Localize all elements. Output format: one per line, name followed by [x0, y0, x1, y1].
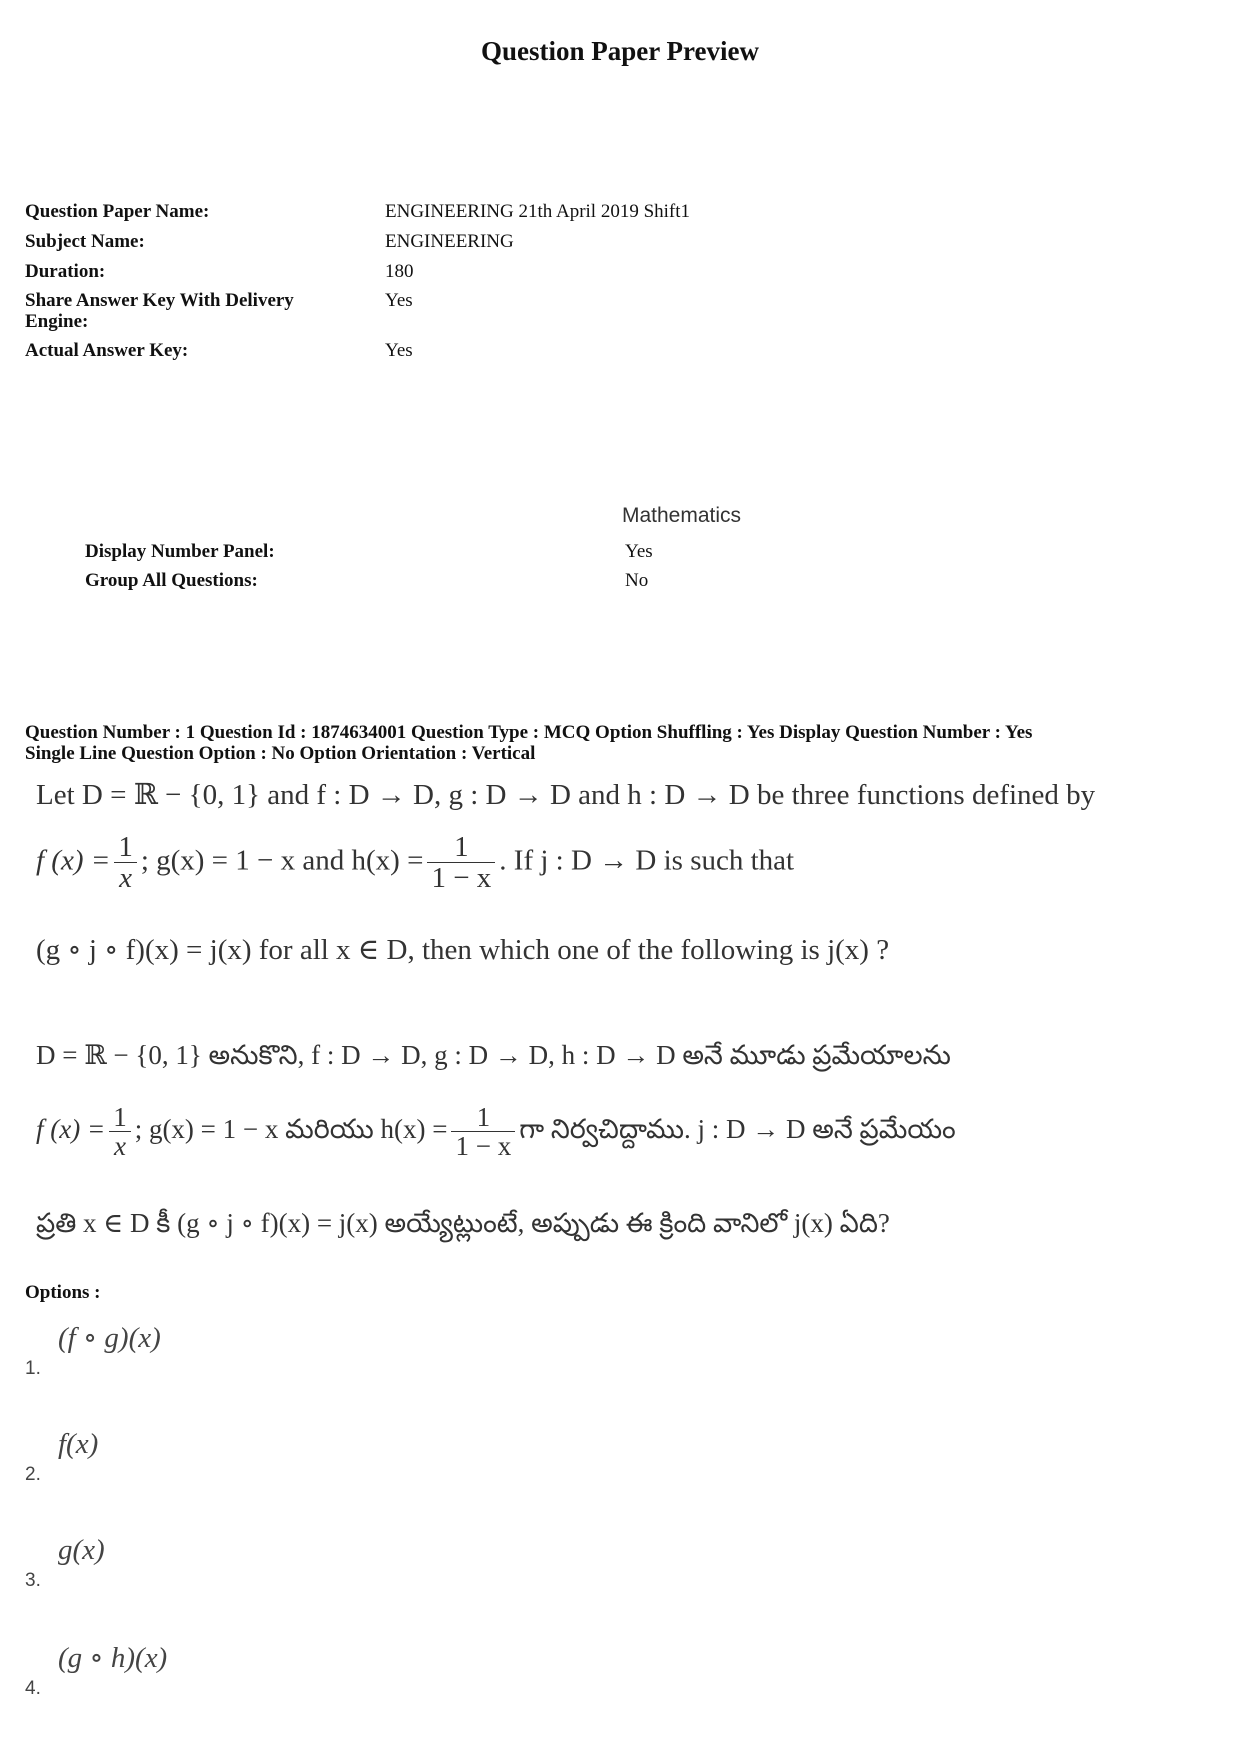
meta-value: ENGINEERING	[385, 231, 514, 252]
fraction-f	[109, 1103, 131, 1161]
fraction-f	[114, 832, 137, 894]
frac-den: x	[113, 1131, 126, 1162]
meta-label: Subject Name:	[25, 231, 145, 252]
question-te-line1: D = ℝ − {0, 1} అనుకొని, f : D → D, g : D → D, h : D → D అనే మూడు ప్రమేయాలను	[36, 1040, 951, 1070]
meta-label: Duration:	[25, 261, 106, 282]
meta-value: Yes	[385, 340, 413, 361]
question-header	[25, 722, 1225, 764]
meta-label: Share Answer Key With Delivery Engine:	[25, 290, 294, 332]
frac-num: 1	[451, 1103, 515, 1132]
options-label: Options :	[25, 1282, 101, 1303]
section-name: Mathematics	[622, 504, 742, 527]
q-te-j-def: గా నిర్వచిద్దాము. j : D → D అనే ప్రమేయం	[519, 1114, 956, 1145]
q-te-g-h-def: ; g(x) = 1 − x మరియు h(x) =	[134, 1114, 448, 1145]
q-en-g-h-def: ; g(x) = 1 − x and h(x) =	[140, 844, 424, 877]
option-1-expr[interactable]: (f ∘ g)(x)	[58, 1322, 161, 1354]
frac-num: 1	[114, 832, 137, 863]
question-header-line1: Question Number : 1 Question Id : 1874634001 Question Type : MCQ Option Shuffling : Yes Display Question Number : Yes	[25, 722, 1033, 743]
frac-num: 1	[109, 1103, 131, 1132]
meta-label: Actual Answer Key:	[25, 340, 189, 361]
question-en-line3: (g ∘ j ∘ f)(x) = j(x) for all x ∈ D, then which one of the following is j(x) ?	[36, 934, 890, 966]
meta-label: Question Paper Name:	[25, 201, 210, 222]
question-header-line2: Single Line Question Option : No Option Orientation : Vertical	[25, 743, 536, 764]
question-en-line2	[36, 832, 1216, 894]
meta-value: ENGINEERING 21th April 2019 Shift1	[385, 201, 691, 222]
question-te-line3: ప్రతి x ∈ D కీ (g ∘ j ∘ f)(x) = j(x) అయ్యేట్లుంటే, అప్పుడు ఈ క్రింది వానిలో j(x) ఏది?	[36, 1208, 890, 1238]
q-te-f-def: f (x) =	[36, 1114, 106, 1145]
option-4-expr[interactable]: (g ∘ h)(x)	[58, 1642, 168, 1674]
option-1-number: 1.	[25, 1358, 41, 1379]
option-2-expr[interactable]: f(x)	[58, 1428, 99, 1460]
frac-num: 1	[427, 832, 495, 863]
option-4-number: 4.	[25, 1678, 41, 1699]
section-value: No	[625, 570, 649, 591]
frac-den: 1 − x	[455, 1131, 512, 1162]
q-en-f-def: f (x) =	[36, 844, 111, 877]
question-te-line2	[36, 1103, 1216, 1161]
option-3-number: 3.	[25, 1570, 41, 1591]
page-title: Question Paper Preview	[481, 36, 759, 66]
option-2-number: 2.	[25, 1464, 41, 1485]
meta-value: Yes	[385, 290, 413, 311]
section-label: Display Number Panel:	[85, 541, 275, 562]
fraction-h	[451, 1103, 515, 1161]
question-en-line1: Let D = ℝ − {0, 1} and f : D → D, g : D → D and h : D → D be three functions defined by	[36, 779, 1096, 811]
frac-den: 1 − x	[431, 862, 492, 895]
meta-value: 180	[385, 261, 414, 282]
fraction-h	[427, 832, 495, 894]
option-3-expr[interactable]: g(x)	[58, 1534, 105, 1566]
section-value: Yes	[625, 541, 653, 562]
frac-den: x	[119, 862, 132, 895]
section-label: Group All Questions:	[85, 570, 258, 591]
q-en-j-def: . If j : D → D is such that	[499, 844, 795, 877]
